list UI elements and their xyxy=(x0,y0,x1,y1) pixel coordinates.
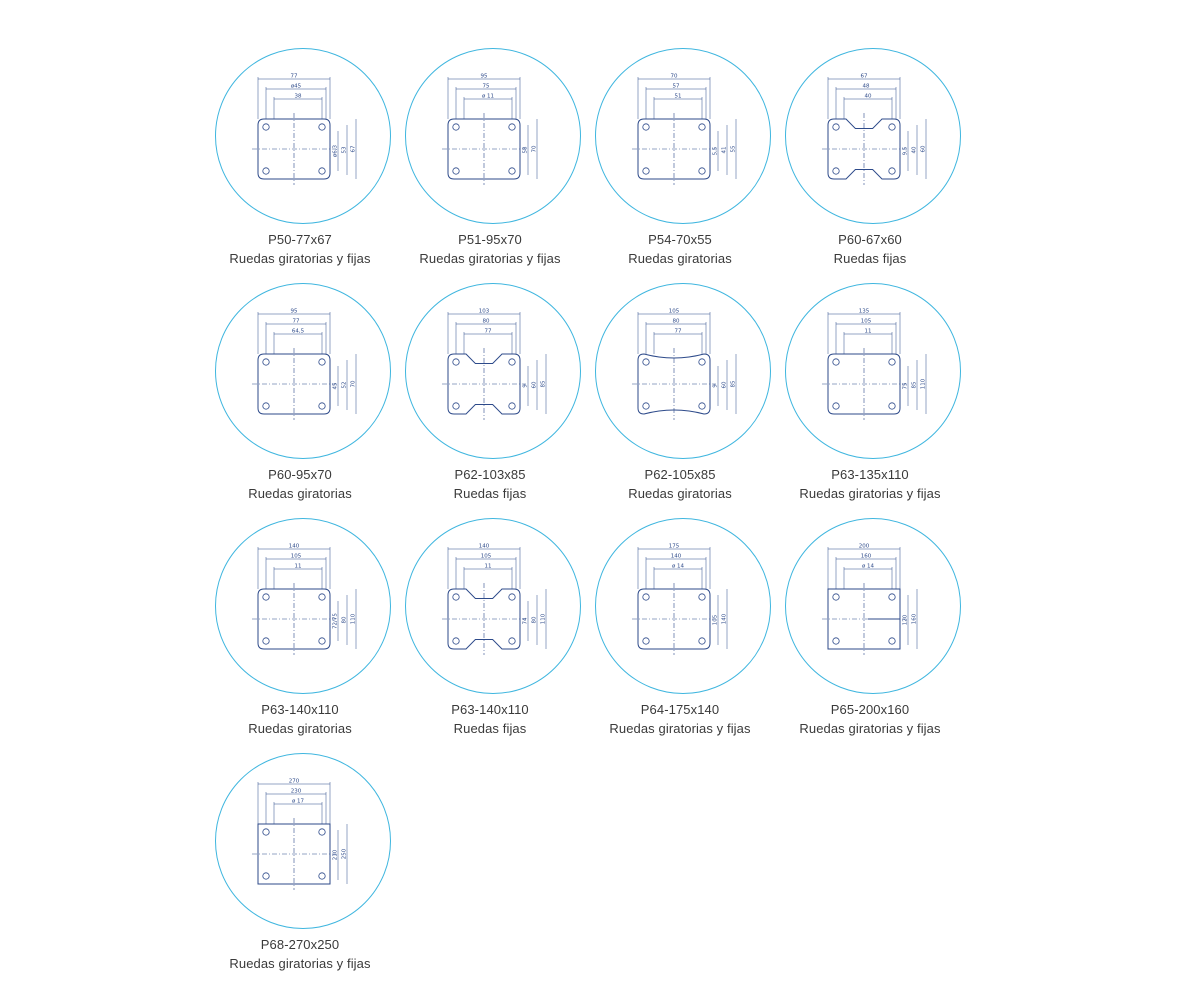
plate-item xyxy=(210,40,400,275)
mounting-hole xyxy=(509,168,515,174)
dimension-label: 67 xyxy=(350,145,357,153)
plate-code: P65-200x160 xyxy=(830,702,910,717)
dimension-label: ø6,3 xyxy=(332,144,339,158)
plate-caption xyxy=(575,230,785,268)
dimension-label: ø 11 xyxy=(481,93,495,100)
plate-technical-drawing xyxy=(596,519,771,694)
plate-drawing-circle xyxy=(785,518,961,694)
dimension-label: 57 xyxy=(672,83,680,90)
dimension-label: 77 xyxy=(292,318,300,325)
dimension-label: 85 xyxy=(540,380,547,388)
plate-type: Ruedas giratorias xyxy=(628,251,732,266)
plate-code: P63-135x110 xyxy=(831,467,909,482)
plate-caption xyxy=(385,465,595,503)
dimension-label: 135 xyxy=(858,308,870,315)
dimension-label: 55 xyxy=(730,145,737,153)
plate-type: Ruedas fijas xyxy=(453,486,527,501)
dimension-label: 74 xyxy=(522,617,529,625)
dimension-label: 140 xyxy=(670,553,682,560)
mounting-hole xyxy=(263,829,269,835)
plate-item xyxy=(400,275,590,510)
plate-type: Ruedas giratorias y fijas xyxy=(229,251,371,266)
mounting-hole xyxy=(319,829,325,835)
dimension-label: 105 xyxy=(290,553,302,560)
plate-code: P50-77x67 xyxy=(268,232,332,247)
plate-type: Ruedas giratorias y fijas xyxy=(609,721,751,736)
mounting-hole xyxy=(453,124,459,130)
dimension-label: 60 xyxy=(920,145,927,153)
plate-type: Ruedas giratorias xyxy=(248,721,352,736)
plate-technical-drawing xyxy=(786,519,961,694)
plate-item xyxy=(590,275,780,510)
dimension-label: 110 xyxy=(920,378,927,390)
dimension-label: 85 xyxy=(911,381,918,389)
dimension-label: 105 xyxy=(480,553,492,560)
mounting-hole xyxy=(453,638,459,644)
dimension-label: 110 xyxy=(350,613,357,625)
dimension-label: 11 xyxy=(864,328,872,335)
plate-technical-drawing xyxy=(786,49,961,224)
mounting-hole xyxy=(699,638,705,644)
plate-drawing-circle xyxy=(785,283,961,459)
mounting-hole xyxy=(833,594,839,600)
mounting-hole xyxy=(889,403,895,409)
mounting-hole xyxy=(643,594,649,600)
mounting-hole xyxy=(889,359,895,365)
dimension-label: 160 xyxy=(911,613,918,625)
dimension-label: 77 xyxy=(484,328,492,335)
plate-type: Ruedas giratorias xyxy=(248,486,352,501)
dimension-label: 105 xyxy=(668,308,680,315)
plate-technical-drawing xyxy=(216,284,391,459)
mounting-hole xyxy=(509,124,515,130)
dimension-label: 80 xyxy=(531,616,538,624)
dimension-label: ø 17 xyxy=(291,798,305,805)
plate-drawing-circle xyxy=(405,518,581,694)
plate-grid xyxy=(210,40,990,1000)
plate-item xyxy=(210,745,400,980)
plate-type: Ruedas fijas xyxy=(453,721,527,736)
dimension-label: 64,5 xyxy=(291,328,305,335)
plate-item xyxy=(590,40,780,275)
plate-technical-drawing xyxy=(216,519,391,694)
dimension-label: 77 xyxy=(290,73,298,80)
dimension-label: 210 xyxy=(332,849,339,861)
dimension-label: 9,5 xyxy=(902,146,909,156)
dimension-label: 70 xyxy=(670,73,678,80)
mounting-hole xyxy=(889,168,895,174)
plate-caption xyxy=(385,700,595,738)
plate-code: P63-140x110 xyxy=(261,702,339,717)
mounting-hole xyxy=(453,403,459,409)
mounting-hole xyxy=(263,873,269,879)
dimension-label: 58 xyxy=(522,146,529,154)
plate-technical-drawing xyxy=(596,284,771,459)
dimension-label: 70 xyxy=(350,380,357,388)
mounting-hole xyxy=(833,168,839,174)
plate-drawing-circle xyxy=(595,283,771,459)
plate-technical-drawing xyxy=(786,284,961,459)
dimension-label: 41 xyxy=(721,146,728,154)
plate-caption xyxy=(385,230,595,268)
mounting-hole xyxy=(319,873,325,879)
dimension-label: 48 xyxy=(862,83,870,90)
dimension-label: 9 xyxy=(522,384,529,388)
plate-type: Ruedas giratorias y fijas xyxy=(799,486,941,501)
plate-item xyxy=(210,510,400,745)
mounting-hole xyxy=(263,638,269,644)
dimension-label: 120 xyxy=(902,614,909,626)
mounting-hole xyxy=(889,124,895,130)
plate-code: P51-95x70 xyxy=(458,232,522,247)
mounting-hole xyxy=(833,403,839,409)
mounting-hole xyxy=(319,594,325,600)
plate-code: P64-175x140 xyxy=(640,702,720,717)
mounting-hole xyxy=(319,359,325,365)
mounting-hole xyxy=(833,359,839,365)
dimension-label: 53 xyxy=(341,146,348,154)
dimension-label: 75 xyxy=(482,83,490,90)
dimension-label: 160 xyxy=(860,553,872,560)
dimension-label: 175 xyxy=(668,543,680,550)
plate-code: P63-140x110 xyxy=(451,702,529,717)
dimension-label: 40 xyxy=(911,146,918,154)
plate-type: Ruedas giratorias xyxy=(628,486,732,501)
plate-drawing-circle xyxy=(595,518,771,694)
dimension-label: 230 xyxy=(290,788,302,795)
plate-code: P54-70x55 xyxy=(648,232,712,247)
dimension-label: 5,5 xyxy=(712,146,719,156)
mounting-hole xyxy=(833,124,839,130)
dimension-label: 11 xyxy=(294,563,302,570)
dimension-label: 140 xyxy=(478,543,490,550)
mounting-hole xyxy=(263,594,269,600)
plate-caption xyxy=(195,465,405,503)
dimension-label: 95 xyxy=(480,73,488,80)
plate-caption xyxy=(575,465,785,503)
plate-item xyxy=(590,510,780,745)
plate-item xyxy=(780,275,970,510)
dimension-label: 140 xyxy=(288,543,300,550)
dimension-label: 51 xyxy=(674,93,682,100)
dimension-label: 95 xyxy=(290,308,298,315)
plate-technical-drawing xyxy=(216,49,391,224)
plate-drawing-circle xyxy=(405,48,581,224)
plate-code: P68-270x250 xyxy=(260,937,340,952)
mounting-hole xyxy=(319,168,325,174)
dimension-label: 85 xyxy=(730,380,737,388)
mounting-hole xyxy=(699,594,705,600)
dimension-label: 52 xyxy=(341,381,348,389)
dimension-label: 70 xyxy=(531,145,538,153)
dimension-label: 140 xyxy=(721,613,728,625)
mounting-hole xyxy=(699,359,705,365)
mounting-hole xyxy=(699,124,705,130)
mounting-hole xyxy=(699,168,705,174)
mounting-hole xyxy=(643,124,649,130)
dimension-label: 11 xyxy=(484,563,492,570)
mounting-hole xyxy=(319,403,325,409)
plate-item xyxy=(210,275,400,510)
dimension-label: 40 xyxy=(864,93,872,100)
mounting-hole xyxy=(319,638,325,644)
plate-code: P60-67x60 xyxy=(838,232,902,247)
plate-type: Ruedas fijas xyxy=(833,251,907,266)
plate-item xyxy=(400,40,590,275)
plate-item xyxy=(780,40,970,275)
plate-caption xyxy=(195,230,405,268)
dimension-label: 77 xyxy=(674,328,682,335)
dimension-label: 60 xyxy=(721,381,728,389)
plate-item xyxy=(780,510,970,745)
mounting-hole xyxy=(263,124,269,130)
mounting-hole xyxy=(509,403,515,409)
plate-code: P62-103x85 xyxy=(454,467,526,482)
plate-drawing-circle xyxy=(595,48,771,224)
mounting-hole xyxy=(833,638,839,644)
plate-technical-drawing xyxy=(406,49,581,224)
plate-code: P62-105x85 xyxy=(644,467,716,482)
dimension-label: 80 xyxy=(482,318,490,325)
dimension-label: 72/75 xyxy=(332,613,339,629)
dimension-label: 105 xyxy=(712,614,719,626)
dimension-label: 270 xyxy=(288,778,300,785)
plate-caption xyxy=(195,935,405,973)
dimension-label: 45 xyxy=(332,382,339,390)
dimension-label: 105 xyxy=(860,318,872,325)
dimension-label: ø 14 xyxy=(861,563,875,570)
plate-caption xyxy=(195,700,405,738)
plate-drawing-circle xyxy=(215,283,391,459)
plate-code: P60-95x70 xyxy=(268,467,332,482)
mounting-hole xyxy=(643,638,649,644)
dimension-label: 110 xyxy=(540,613,547,625)
mounting-hole xyxy=(643,359,649,365)
mounting-hole xyxy=(263,168,269,174)
mounting-hole xyxy=(263,403,269,409)
dimension-label: 75 xyxy=(902,382,909,390)
mounting-hole xyxy=(453,594,459,600)
plate-caption xyxy=(765,700,975,738)
mounting-hole xyxy=(509,594,515,600)
dimension-label: 9 xyxy=(712,384,719,388)
dimension-label: 80 xyxy=(672,318,680,325)
mounting-hole xyxy=(889,594,895,600)
plate-caption xyxy=(575,700,785,738)
mounting-hole xyxy=(889,638,895,644)
mounting-hole xyxy=(509,359,515,365)
plate-type: Ruedas giratorias y fijas xyxy=(799,721,941,736)
dimension-label: 250 xyxy=(341,848,348,860)
dimension-label: 80 xyxy=(341,616,348,624)
plate-drawing-circle xyxy=(405,283,581,459)
mounting-hole xyxy=(643,403,649,409)
dimension-label: ø45 xyxy=(290,83,302,90)
plate-drawing-circle xyxy=(215,518,391,694)
plate-drawing-circle xyxy=(785,48,961,224)
plate-type: Ruedas giratorias y fijas xyxy=(419,251,561,266)
dimension-label: 200 xyxy=(858,543,870,550)
plate-caption xyxy=(765,465,975,503)
mounting-hole xyxy=(319,124,325,130)
mounting-hole xyxy=(263,359,269,365)
dimension-label: 38 xyxy=(294,93,302,100)
plate-technical-drawing xyxy=(406,284,581,459)
plate-item xyxy=(400,510,590,745)
plate-drawing-circle xyxy=(215,753,391,929)
dimension-label: 103 xyxy=(478,308,490,315)
mounting-hole xyxy=(509,638,515,644)
dimension-label: ø 14 xyxy=(671,563,685,570)
mounting-hole xyxy=(699,403,705,409)
plate-technical-drawing xyxy=(216,754,391,929)
dimension-label: 67 xyxy=(860,73,868,80)
mounting-hole xyxy=(643,168,649,174)
mounting-hole xyxy=(453,359,459,365)
plate-technical-drawing xyxy=(596,49,771,224)
plate-caption xyxy=(765,230,975,268)
dimension-label: 60 xyxy=(531,381,538,389)
mounting-hole xyxy=(453,168,459,174)
plate-technical-drawing xyxy=(406,519,581,694)
plate-type: Ruedas giratorias y fijas xyxy=(229,956,371,971)
plate-drawing-circle xyxy=(215,48,391,224)
